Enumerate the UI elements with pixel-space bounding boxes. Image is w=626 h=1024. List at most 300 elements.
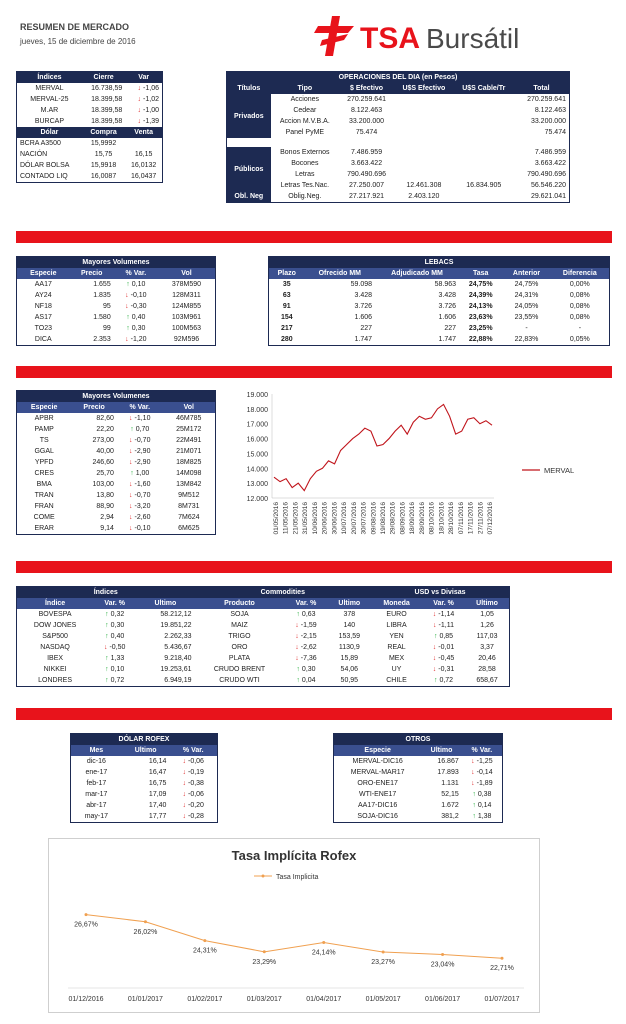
dolar-venta: 16,0437 (130, 173, 157, 180)
item-name: feb-17 (86, 780, 107, 787)
indice-ultimo: 6.949,19 (164, 677, 192, 684)
index-close: 18.399,58 (91, 96, 123, 103)
column-header: % Var. (462, 745, 503, 756)
table-row (17, 312, 216, 323)
moneda-name: REAL (387, 644, 406, 651)
ops-tipo: Bonos Externos (280, 149, 330, 156)
especie: AS17 (34, 314, 52, 321)
especie: TO23 (34, 325, 52, 332)
item-var: ↑ 1,38 (462, 811, 503, 823)
variacion: ↓ -1,20 (114, 334, 158, 346)
ops-efectivo: 75.474 (355, 129, 378, 136)
especie: TRAN (34, 492, 54, 499)
precio: 9,14 (100, 525, 114, 532)
precio: 1.835 (93, 292, 111, 299)
indice-var: ↓ -0,50 (93, 642, 136, 653)
item-ultimo: 1.131 (441, 780, 459, 787)
producto-var: ↓ -1,59 (284, 620, 327, 631)
column-header: Adjudicado MM (375, 268, 459, 279)
data-point (144, 920, 147, 923)
precio: 95 (102, 303, 111, 310)
x-tick-label: 01/06/2017 (425, 996, 461, 1003)
index-name: M.AR (40, 107, 59, 114)
column-header: $ Efectivo (339, 83, 394, 94)
variacion: ↑ 0,70 (117, 424, 163, 435)
ops-total: 7.486.959 (534, 149, 566, 156)
indice-ultimo: 19.253,61 (160, 666, 192, 673)
column-header: % Var. (114, 268, 158, 279)
precio: 82,60 (96, 415, 114, 422)
dolar-compra: 15,9992 (90, 140, 117, 147)
table-row (17, 457, 216, 468)
otros-table (333, 733, 503, 823)
table-row (17, 424, 216, 435)
table-row (17, 620, 510, 631)
ops-usd (394, 127, 454, 138)
moneda-ultimo: 117,03 (476, 633, 498, 640)
column-header: Precio (71, 402, 117, 413)
table-row (227, 116, 570, 127)
table-row (334, 800, 503, 811)
column-header: Índice (17, 598, 94, 609)
y-tick-label: 19.000 (246, 392, 268, 399)
indice-name: S&P500 (42, 633, 68, 640)
ops-ef: 27.217.921 (349, 193, 385, 200)
merval-chart (222, 386, 612, 552)
moneda-name: EURO (386, 611, 407, 618)
precio: 1.655 (93, 281, 111, 288)
ops-tipo: Bocones (291, 160, 319, 167)
column-header: Precio (70, 268, 114, 279)
item-var: ↑ 0,14 (462, 800, 503, 811)
item-ultimo: 17,77 (148, 813, 167, 820)
table-title: LEBACS (269, 257, 610, 269)
table-row (17, 323, 216, 334)
moneda-var: ↓ -1,14 (422, 609, 465, 620)
ops-total: 8.122.463 (534, 107, 566, 114)
variacion: ↑ 1,00 (117, 468, 163, 479)
legend-label: Tasa Implicita (276, 874, 319, 881)
table-title: Mayores Volumenes (17, 257, 216, 269)
data-label: 23,27% (371, 959, 396, 967)
column-header: Ultimo (122, 745, 170, 756)
indices-table (16, 71, 163, 183)
adjudicado: 1.606 (438, 314, 457, 321)
table-row (17, 301, 216, 312)
table-row (17, 479, 216, 490)
ops-cable (454, 105, 514, 116)
index-close: 18.399,58 (91, 118, 123, 125)
data-label: 24,31% (192, 947, 217, 955)
column-header: Mes (71, 745, 122, 756)
tasa: 24,39% (468, 292, 493, 299)
precio: 246,60 (92, 459, 114, 466)
table-row (17, 171, 163, 183)
divider-3 (16, 561, 612, 573)
table-row (71, 800, 218, 811)
table-row (17, 149, 163, 160)
ops-cable (454, 94, 514, 105)
precio: 1.580 (93, 314, 111, 321)
title-row (334, 734, 503, 746)
x-tick-label: 01/02/2017 (187, 996, 223, 1003)
table-row (269, 312, 610, 323)
table-row (269, 279, 610, 290)
table-row (17, 523, 216, 535)
tasa: 23,25% (468, 325, 493, 332)
precio: 22,20 (96, 426, 114, 433)
x-tick-label: 08/09/2016 (399, 502, 407, 535)
producto-name: PLATA (228, 655, 251, 662)
divider-4 (16, 708, 612, 720)
indice-var: ↑ 0,32 (93, 609, 136, 620)
column-header: Anterior (502, 268, 550, 279)
anterior: 23,55% (514, 314, 539, 321)
anterior: 22,83% (514, 336, 539, 343)
tasa-implicita-chart (48, 838, 540, 1013)
tasa-series-line (86, 915, 502, 959)
y-tick-label: 16.000 (246, 436, 268, 444)
especie: COME (33, 514, 55, 521)
ops-efectivo: 3.663.422 (350, 160, 383, 167)
ops-cable (454, 147, 514, 158)
data-label: 23,29% (252, 958, 277, 966)
title-row (17, 391, 216, 403)
divider-2 (16, 366, 612, 378)
diferencia: - (578, 325, 582, 332)
diferencia: 0,05% (569, 336, 590, 343)
item-var: ↓ -1,25 (462, 756, 503, 767)
x-tick-label: 30/06/2016 (331, 502, 339, 535)
indice-var: ↑ 0,30 (93, 620, 136, 631)
ops-cable (454, 127, 514, 138)
x-tick-label: 18/09/2016 (409, 502, 417, 535)
indice-name: BOVESPA (38, 611, 72, 618)
volumen: 22M491 (176, 437, 202, 444)
tsa-logo-mark (314, 16, 354, 56)
volumen: 8M731 (178, 503, 200, 510)
producto-name: SOJA (230, 611, 249, 618)
index-var: ↓ -1,00 (125, 105, 162, 116)
x-tick-label: 20/06/2016 (321, 502, 329, 535)
anterior: - (525, 325, 528, 332)
data-point (203, 939, 206, 942)
group-header-row (17, 587, 510, 599)
table-row (227, 147, 570, 158)
volumen: 378M590 (171, 281, 202, 288)
ops-title: OPERACIONES DEL DIA (en Pesos) (227, 72, 570, 84)
table-row (334, 778, 503, 789)
especie: DICA (34, 336, 52, 343)
indice-var: ↑ 0,72 (93, 675, 136, 687)
table-row (334, 767, 503, 778)
column-header: Var. % (422, 598, 465, 609)
table-title: DÓLAR ROFEX (71, 734, 218, 746)
item-name: SOJA-DIC16 (357, 813, 398, 820)
column-header: U$S Efectivo (394, 83, 454, 94)
ops-group-label: Obl. Neg (227, 191, 271, 203)
item-ultimo: 16,14 (148, 758, 167, 765)
x-tick-label: 01/01/2017 (127, 996, 163, 1003)
ops-usd: 12.461.308 (406, 182, 442, 189)
moneda-ultimo: 20,46 (478, 655, 496, 662)
item-name: WTI-ENE17 (358, 791, 397, 798)
index-close: 16.738,59 (91, 85, 123, 92)
dolar-name: NACIÓN (20, 151, 48, 158)
title-row (269, 257, 610, 269)
tasa: 22,88% (468, 336, 493, 343)
moneda-var: ↓ -0,31 (422, 664, 465, 675)
precio: 2.353 (93, 336, 111, 343)
variacion: ↑ 0,40 (114, 312, 158, 323)
variacion: ↓ -2,90 (117, 457, 163, 468)
precio: 13,80 (96, 492, 114, 499)
title-row (71, 734, 218, 746)
moneda-var: ↑ 0,85 (422, 631, 465, 642)
adjudicado: 3.428 (438, 292, 457, 299)
producto-ultimo: 50,95 (340, 677, 359, 684)
precio: 99 (102, 325, 111, 332)
volumen: 124M855 (171, 303, 202, 310)
table-row (227, 127, 570, 138)
legend-marker (262, 875, 265, 878)
ops-usd: 2.403.120 (408, 193, 440, 200)
producto-ultimo: 153,59 (338, 633, 361, 640)
tsa-logo (308, 12, 558, 60)
producto-ultimo: 1130,9 (338, 644, 360, 651)
variacion: ↓ -1,60 (117, 479, 163, 490)
moneda-var: ↓ -0,45 (422, 653, 465, 664)
item-var: ↓ -1,89 (462, 778, 503, 789)
diferencia: 0,00% (569, 281, 590, 288)
y-tick-label: 17.000 (246, 421, 268, 429)
table-row (334, 789, 503, 800)
column-header: Ultimo (136, 598, 194, 609)
column-header: Tipo (271, 83, 339, 94)
table-row (17, 138, 163, 149)
header-row (269, 268, 610, 279)
ops-usd (394, 105, 454, 116)
dolar-compra: 16,0087 (90, 173, 117, 180)
ops-total: 270.259.641 (527, 96, 566, 103)
ops-total: 790.490.696 (527, 171, 566, 178)
precio: 40,00 (96, 448, 114, 455)
column-header: Cierre (82, 72, 125, 84)
item-var: ↓ -0,20 (169, 800, 217, 811)
indices-header-row (17, 72, 163, 84)
column-header: % Var. (169, 745, 217, 756)
ops-header-row (227, 83, 570, 94)
group-header: Índices (17, 587, 195, 599)
volumen: 9M512 (178, 492, 200, 499)
adjudicado: 1.747 (438, 336, 457, 343)
index-close: 18.399,58 (91, 107, 123, 114)
group-header: Commodities (195, 587, 372, 599)
item-var: ↓ -0,19 (169, 767, 217, 778)
ops-tipo: Cedear (293, 107, 317, 114)
index-var: ↓ -1,02 (125, 94, 162, 105)
especie: GGAL (34, 448, 54, 455)
diferencia: 0,08% (569, 314, 590, 321)
data-point (322, 941, 325, 944)
moneda-var: ↓ -1,11 (422, 620, 465, 631)
producto-name: CRUDO WTI (219, 677, 260, 684)
ops-title-row (227, 72, 570, 84)
data-point (382, 951, 385, 954)
y-tick-label: 13.000 (246, 481, 268, 489)
dolar-name: DÓLAR BOLSA (20, 162, 70, 169)
volumen: 92M596 (173, 336, 200, 343)
especie: TS (39, 437, 49, 444)
header-row (334, 745, 503, 756)
index-var: ↓ -1,39 (125, 116, 162, 127)
x-tick-label: 11/05/2016 (282, 502, 290, 535)
dolar-compra: 15,75 (94, 151, 113, 158)
ops-total: 3.663.422 (534, 160, 566, 167)
especie: NF18 (34, 303, 52, 310)
table-row (334, 756, 503, 767)
header-row (71, 745, 218, 756)
column-header: Especie (334, 745, 422, 756)
ops-tipo: Letras (295, 171, 315, 178)
ops-cable (454, 191, 514, 203)
table-row (17, 116, 163, 127)
ops-group-label: Privados (227, 94, 271, 138)
producto-name: TRIGO (228, 633, 251, 640)
moneda-ultimo: 1,05 (480, 611, 494, 618)
precio: 273,00 (92, 437, 114, 444)
item-var: ↓ -0,14 (462, 767, 503, 778)
ofrecido: 3.726 (354, 303, 373, 310)
indice-name: LONDRES (38, 677, 72, 684)
ops-tipo: Acciones (290, 96, 320, 103)
table-row (17, 642, 510, 653)
precio: 103,00 (92, 481, 114, 488)
table-row (17, 446, 216, 457)
especie: FRAN (34, 503, 54, 510)
dolar-rofex-table (70, 733, 218, 823)
column-header: Vol (158, 268, 216, 279)
column-header: Compra (82, 127, 125, 138)
producto-var: ↓ -2,15 (284, 631, 327, 642)
column-header: Venta (125, 127, 162, 138)
indice-ultimo: 19.851,22 (160, 622, 192, 629)
volumen: 13M842 (176, 481, 202, 488)
adjudicado: 3.726 (438, 303, 457, 310)
item-ultimo: 16,75 (148, 780, 167, 787)
column-header: Var (125, 72, 162, 84)
indice-name: NIKKEI (43, 666, 67, 673)
plazo: 91 (282, 303, 291, 310)
moneda-name: YEN (389, 633, 404, 640)
data-point (263, 950, 266, 953)
title-row (17, 257, 216, 269)
x-tick-label: 20/07/2016 (350, 502, 358, 535)
ops-efectivo: 790.490.696 (347, 171, 386, 178)
volumen: 25M172 (176, 426, 202, 433)
item-var: ↓ -0,38 (169, 778, 217, 789)
tasa: 23,63% (468, 314, 493, 321)
table-row (227, 180, 570, 191)
item-ultimo: 17,40 (148, 802, 167, 809)
item-var: ↓ -0,06 (169, 789, 217, 800)
column-header: Dólar (17, 127, 82, 138)
ops-tipo: Panel PyME (285, 129, 325, 136)
column-header: Índices (17, 72, 82, 84)
column-header: % Var. (117, 402, 163, 413)
producto-var: ↑ 0,63 (284, 609, 327, 620)
table-row (17, 490, 216, 501)
item-name: MERVAL-MAR17 (350, 769, 405, 776)
especie: AA17 (34, 281, 52, 288)
dolar-venta: 16,0132 (130, 162, 157, 169)
index-var: ↓ -1,06 (125, 83, 162, 94)
especie: APBR (34, 415, 54, 422)
table-row (17, 631, 510, 642)
ops-total: 29.621.041 (530, 193, 566, 200)
ops-spacer-row (227, 138, 570, 147)
table-row (17, 160, 163, 171)
item-var: ↑ 0,38 (462, 789, 503, 800)
item-name: MERVAL-DIC16 (352, 758, 403, 765)
ops-spacer (227, 138, 570, 147)
especie: PAMP (34, 426, 54, 433)
volumen: 21M071 (176, 448, 202, 455)
table-row (17, 105, 163, 116)
variacion: ↓ -0,70 (117, 490, 163, 501)
data-point (85, 913, 88, 916)
table-row (17, 413, 216, 424)
x-tick-label: 28/10/2016 (448, 502, 456, 535)
x-tick-label: 17/11/2016 (467, 502, 475, 535)
diferencia: 0,08% (569, 303, 590, 310)
indice-name: IBEX (47, 655, 64, 662)
indice-ultimo: 5.436,67 (164, 644, 192, 651)
table-row (17, 609, 510, 620)
item-name: ORO-ENE17 (357, 780, 398, 787)
data-point (441, 953, 444, 956)
column-header: Especie (17, 402, 72, 413)
x-tick-label: 07/12/2016 (487, 502, 494, 535)
column-header: Vol (163, 402, 216, 413)
x-tick-label: 28/09/2016 (418, 502, 426, 535)
column-header: Especie (17, 268, 70, 279)
volumen: 6M625 (178, 525, 200, 532)
data-label: 24,14% (311, 949, 336, 957)
table-row (17, 279, 216, 290)
producto-var: ↑ 0,04 (284, 675, 327, 687)
column-header: Producto (195, 598, 285, 609)
y-tick-label: 18.000 (246, 406, 268, 414)
table-row (71, 756, 218, 767)
column-header: U$S Cable/Tr (454, 83, 514, 94)
ofrecido: 3.428 (354, 292, 373, 299)
dolar-compra: 15,9918 (90, 162, 117, 169)
ops-group-label: Públicos (227, 147, 271, 191)
item-ultimo: 381,2 (441, 813, 459, 820)
ops-usd (394, 169, 454, 180)
x-tick-label: 29/08/2016 (389, 502, 397, 535)
legend-label: MERVAL (544, 466, 575, 475)
table-row (227, 169, 570, 180)
x-tick-label: 09/08/2016 (370, 502, 378, 535)
item-var: ↓ -0,06 (169, 756, 217, 767)
tasa: 24,75% (468, 281, 493, 288)
x-tick-label: 01/12/2016 (68, 996, 104, 1003)
moneda-ultimo: 28,58 (478, 666, 496, 673)
mayores-volumenes-acciones-table (16, 390, 216, 535)
global-markets-table (16, 586, 510, 687)
